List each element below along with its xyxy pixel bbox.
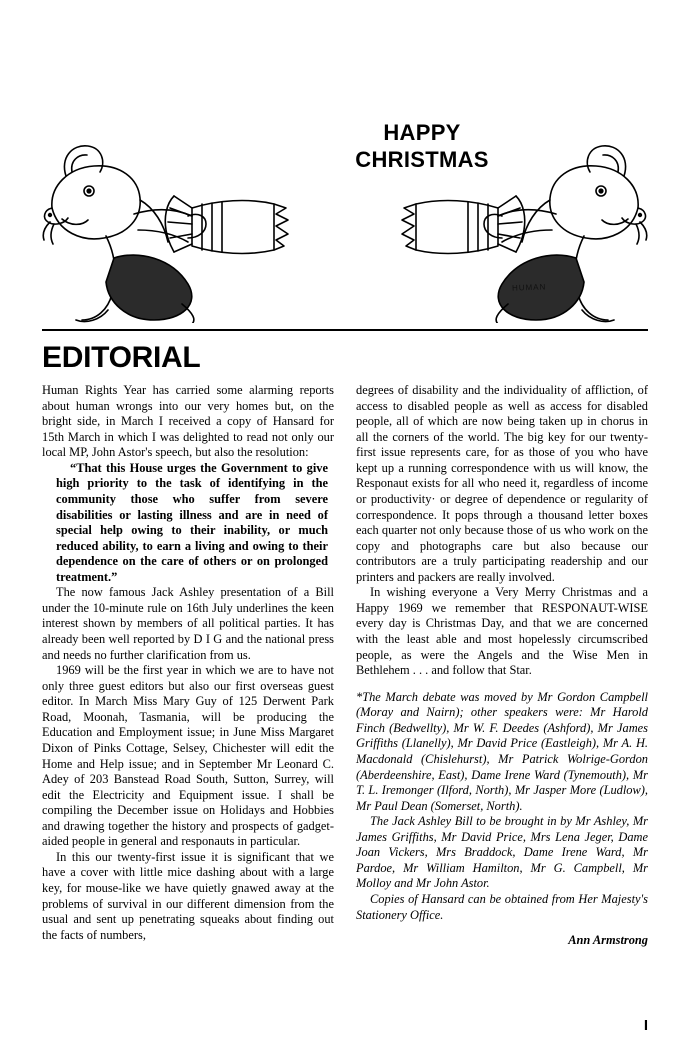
footnote-block: [356, 690, 648, 923]
paragraph: Human Rights Year has carried some alarming reports about human wrongs into our very homes but, on the bright side, in March I received a copy of Hansard for 15th March in which I was delighted to read not only our local MP, John Astor's speech, but also the resolution:: [42, 383, 334, 460]
document-page: [0, 58, 690, 1060]
paragraph: degrees of disability and the individuality of affliction, of access to disabled people as well as access for disabled people, all of which are now being taken up in chorus in all the corners of the world. The big key for our twenty-first issue represents care, for as those of you who have kept up a running correspondence with us will know, the Responaut exists for all who need it, regardless of income or productivity· or degree of dependence or regularity of correspondence. It pops through a thousand letter boxes each quarter not only because those of us who work on the copy and photographs care but also because our contributors are a truly participating readership and our printers and packers are really involved.: [356, 383, 648, 584]
footnote: *The March debate was moved by Mr Gordon Campbell (Moray and Nairn); other speakers were: Mr Harold Finch (Bedwellty), Mr W. F. Deedes (Ashford), Mr James Griffiths (Llanelly), Mr David Price (Eastleigh), Mr A. H. Macdonald (Chislehurst), Mr Patrick Wolrige-Gordon (Aberdeenshire, East), Dame Irene Ward (Tynemouth), Mr T. L. Iremonger (Ilford, North), Mr Jasper More (Ludlow), Mr Paul Dean (Somerset, North).: [356, 689, 648, 813]
footnote: The Jack Ashley Bill to be brought in by Mr Ashley, Mr James Griffiths, Mr David Price, Mrs Lena Jeger, Dame Joan Vickers, Mrs Braddock, Dame Irene Ward, Mr Pardoe, Mr William Hamilton, Mr G. Campbell, Mr Molloy and Mr John Astor.: [356, 814, 648, 891]
artist-signature: HUMAN: [511, 282, 547, 293]
paragraph: 1969 will be the first year in which we are to have not only three guest editors but also our first overseas guest editor. In March Miss Mary Guy of 125 Derwent Park Road, Moonah, Tasmania, will be producing the Education and Employment issue; in June Miss Margaret Dixon of Pinks Cottage, Selsey, Chichester will edit the Home and Help issue; and in September Mr Leonard C. Adey of 203 Banstead Road South, Sutton, Surrey, will edit the Electricity and Equipment issue. I shall be compiling the December issue on Holidays and Hobbies and drawing together the history and prospects of gadget-aided people in general and responauts in particular.: [42, 663, 334, 849]
pull-quote: “That this House urges the Government to give high priority to the task of identifying in the community those who suffer from severe disabilities or lasting illness and are in need of special help owing to their inability, or much reduced ability, to earn a living and owing to their dependence on the care of others or on prolonged treatment.”: [56, 460, 328, 584]
paragraph: The now famous Jack Ashley presentation of a Bill under the 10-minute rule on 16th July underlines the keen interest shown by members of all political parties. It has already been well reported by D I G and the national press and needs no further clarification from us.: [42, 585, 334, 662]
page-number: I: [643, 1017, 648, 1034]
paragraph: In this our twenty-first issue it is significant that we have a cover with little mice dashing about with a large key, for mouse-like we have quietly gnawed away at the problems of survival in our different dimension from the usual and sent up penetrating squeaks about finding out the facts of numbers,: [42, 849, 334, 942]
greeting-line-1: HAPPY: [383, 120, 461, 145]
cover-illustration: [42, 58, 648, 323]
greeting-text: [342, 120, 502, 174]
footnote: Copies of Hansard can be obtained from Her Majesty's Stationery Office.: [356, 892, 648, 922]
header-divider: [42, 329, 648, 331]
greeting-line-2: CHRISTMAS: [355, 146, 489, 172]
page-title: EDITORIAL: [42, 341, 201, 374]
paragraph: In wishing everyone a Very Merry Christmas and a Happy 1969 we remember that RESPONAUT-WISE every day is Christmas Day, and that we are concerned with the least able and most hopelessly circumscribed people, as were the Angels and the Wise Men in Bethlehem . . . and follow that Star.: [356, 585, 648, 678]
column-left: [42, 383, 334, 949]
column-right: [356, 383, 648, 949]
author-byline: Ann Armstrong: [568, 933, 648, 948]
christmas-cracker-mice-drawing: [42, 58, 648, 323]
article-body: [42, 383, 648, 949]
